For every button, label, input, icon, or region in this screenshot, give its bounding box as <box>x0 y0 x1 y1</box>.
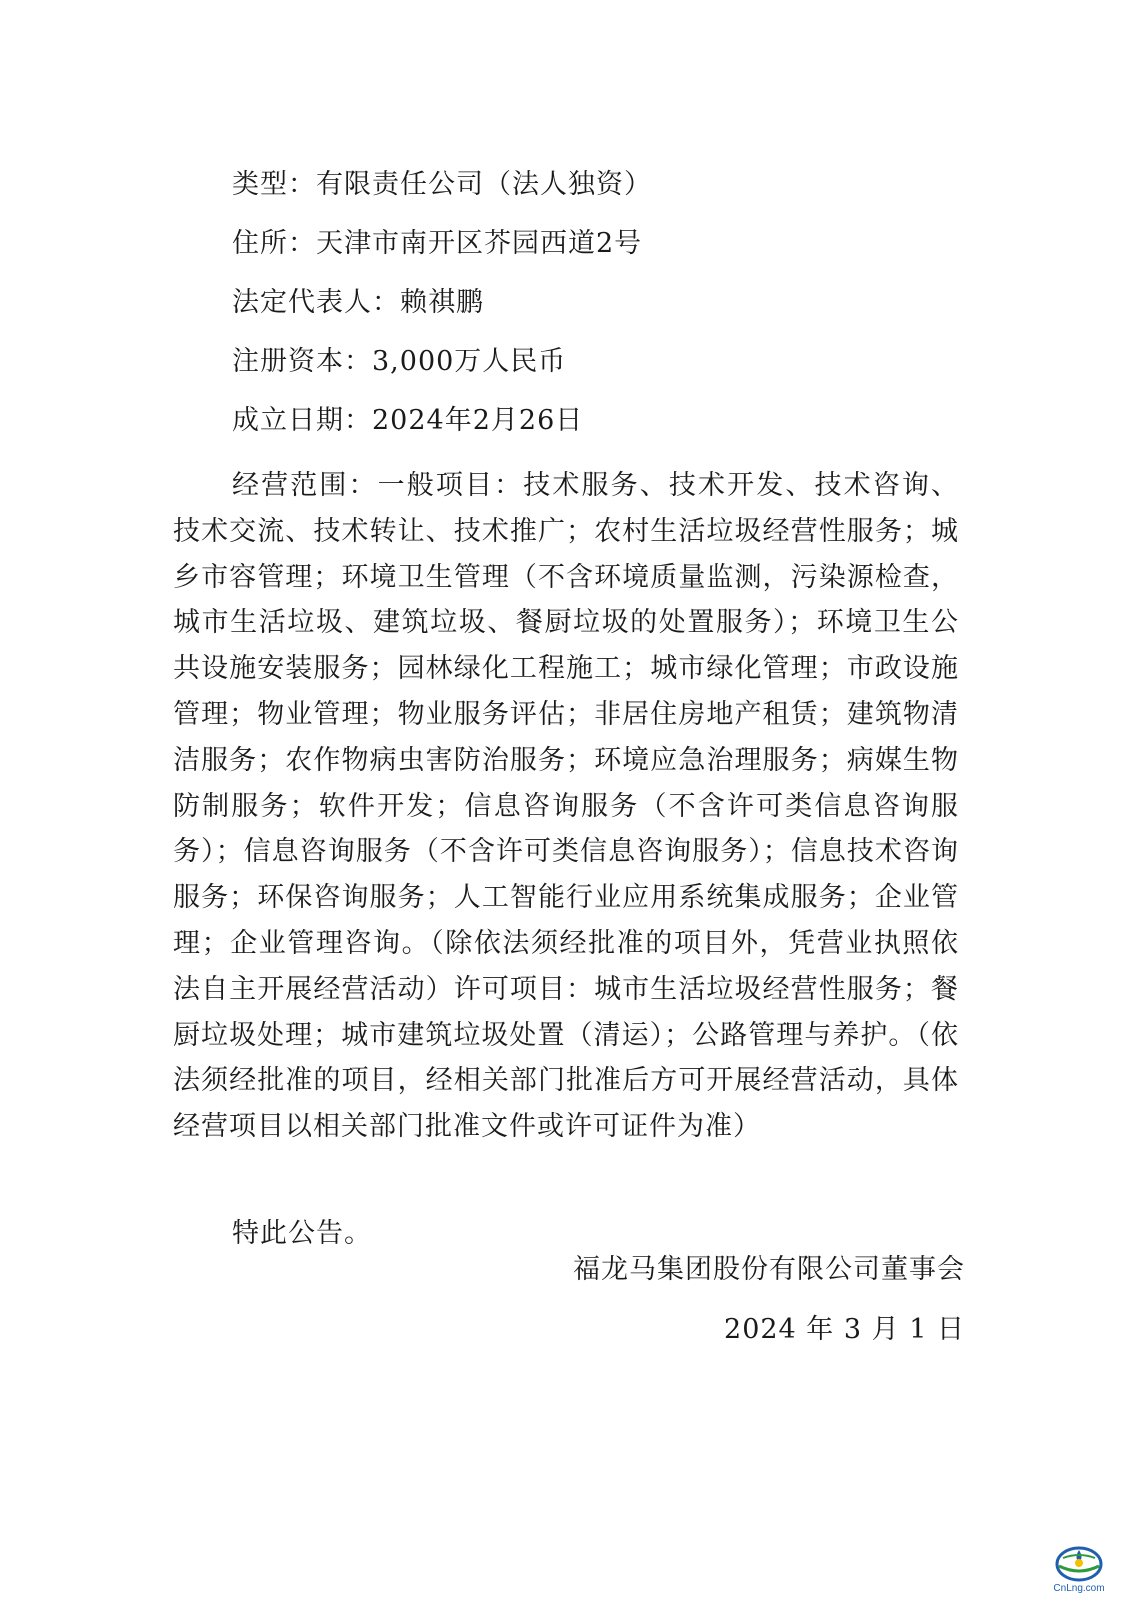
address-line: 住所：天津市南开区芥园西道2号 <box>232 228 643 259</box>
registered-capital-line: 注册资本：3,000万人民币 <box>232 346 567 377</box>
signatory: 福龙马集团股份有限公司董事会 <box>573 1254 965 1285</box>
watermark-text: CnLng.com <box>1053 1583 1105 1594</box>
announcement-date: 2024 年 3 月 1 日 <box>724 1314 965 1345</box>
business-scope-paragraph: 经营范围：一般项目：技术服务、技术开发、技术咨询、技术交流、技术转让、技术推广；农村生活垃圾经营性服务；城乡市容管理；环境卫生管理（不含环境质量监测，污染源检查，城市生活垃圾、建筑垃圾、餐厨垃圾的处置服务）；环境卫生公共设施安装服务；园林绿化工程施工；城市绿化管理；市政设施管理；物业管理；物业服务评估；非居住房地产租赁；建筑物清洁服务；农作物病虫害防治服务；环境应急治理服务；病媒生物防制服务；软件开发；信息咨询服务（不含许可类信息咨询服务）；信息咨询服务（不含许可类信息咨询服务）；信息技术咨询服务；环保咨询服务；人工智能行业应用系统集成服务；企业管理；企业管理咨询。（除依法须经批准的项目外，凭营业执照依法自主开展经营活动）许可项目：城市生活垃圾经营性服务；餐厨垃圾处理；城市建筑垃圾处置（清运）；公路管理与养护。（依法须经批准的项目，经相关部门批准后方可开展经营活动，具体经营项目以相关部门批准文件或许可证件为准） <box>173 470 959 1143</box>
legal-representative-line: 法定代表人：赖祺鹏 <box>232 287 484 318</box>
company-type-line: 类型：有限责任公司（法人独资） <box>232 169 652 200</box>
established-date-line: 成立日期：2024年2月26日 <box>232 405 584 436</box>
closing-statement: 特此公告。 <box>232 1218 372 1249</box>
cnlng-watermark-logo-icon <box>1041 1542 1117 1594</box>
